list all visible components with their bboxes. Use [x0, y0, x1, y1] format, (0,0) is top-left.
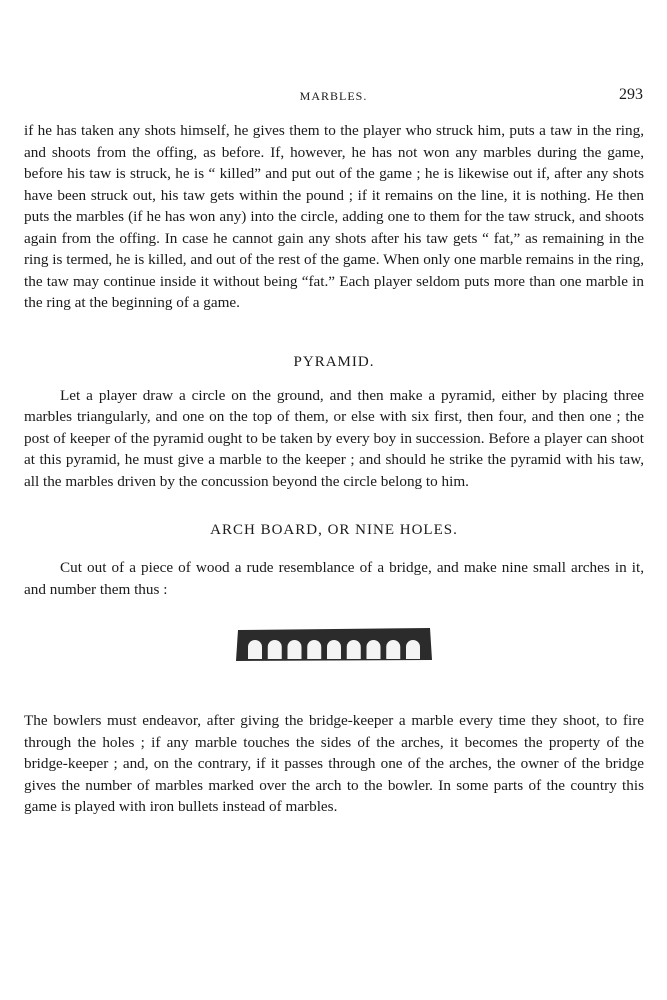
pyramid-paragraph: Let a player draw a circle on the ground, and then make a pyramid, either by placing three marbles triangularly, and one on the top of them, or else with six first, then four, and then one ; the post of keeper of the pyramid ought to be taken by every boy in succession. Before a player can shoot at this pyramid, he must give a marble to the keeper ; and should he strike the pyramid with his taw, all the marbles driven by the concussion beyond the circle belong to him. [24, 386, 644, 490]
section-heading-arch-board: ARCH BOARD, OR NINE HOLES. [210, 522, 458, 538]
arch-hole [288, 640, 302, 659]
arch-hole [307, 640, 321, 659]
running-head: MARBLES. [299, 89, 368, 103]
arch-board-illustration [234, 626, 434, 662]
arch-hole [347, 640, 361, 659]
continuation-paragraph: if he has taken any shots himself, he gives them to the player who struck him, puts a taw in the ring, and shoots from the offing, as before. If, however, he has not won any marbles during the game, before his taw is struck, he is “ killed” and put out of the game ; he is likewise out if, after any shots have been struck out, his taw gets within the pound ; if it remains on the line, it is nothing. He then puts the marbles (if he has won any) into the circle, adding one to them for the taw struck, and shoots again from the offing. In case he cannot gain any shots after his taw gets “ fat,” as remaining in the ring is termed, he is killed, and out of the rest of the game. When only one marble remains in the ring, the taw may continue inside it without being “fat.” Each player seldom puts more than one marble in the ring at the beginning of a game. [24, 122, 644, 311]
arch-hole [248, 640, 262, 659]
page-header [0, 86, 667, 108]
arch-hole [367, 640, 381, 659]
arch-hole [327, 640, 341, 659]
arch-board-figure [24, 626, 644, 666]
page-content [24, 120, 644, 818]
arch-board-rules-paragraph: The bowlers must endeavor, after giving the bridge-keeper a marble every time they shoot, to fire through the holes ; if any marble touches the sides of the arches, it becomes the property of the bridge-keeper ; and, on the contrary, if it passes through one of the arches, the owner of the bridge gives the number of marbles marked over the arch to the bowler. In some parts of the country this game is played with iron bullets instead of marbles. [24, 712, 644, 815]
arch-hole [406, 640, 420, 659]
section-heading-pyramid: PYRAMID. [293, 353, 375, 370]
arch-board-intro-paragraph: Cut out of a piece of wood a rude resemblance of a bridge, and make nine small arches in it, and number them thus : [24, 559, 644, 598]
arch-hole [268, 640, 282, 659]
arch-group [248, 640, 420, 659]
arch-hole [386, 640, 400, 659]
page-number: 293 [619, 86, 643, 103]
